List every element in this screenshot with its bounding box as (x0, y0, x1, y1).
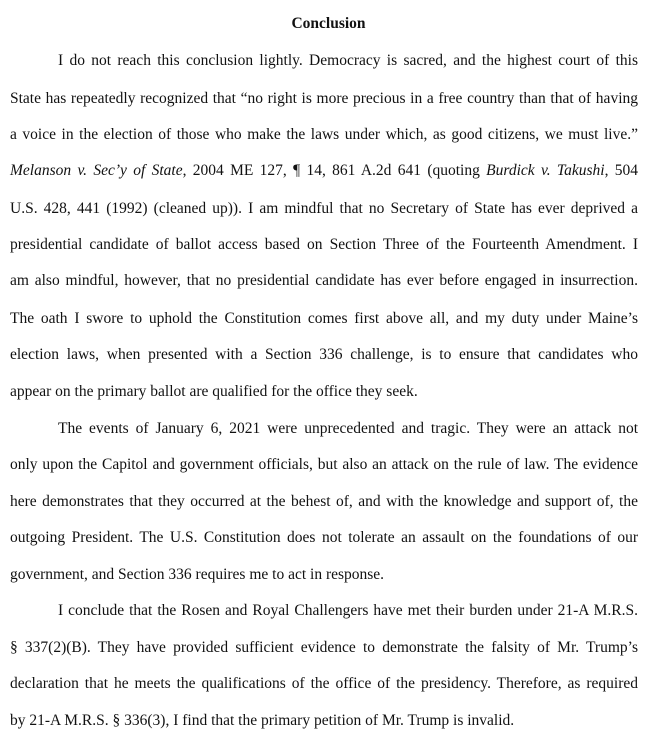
paragraph-1-line-5: U.S. 428, 441 (1992) (cleaned up)). I am mindful that no Secretary of State has ever deprived a (10, 200, 638, 217)
paragraph-1-line-9: election laws, when presented with a Section 336 challenge, is to ensure that candidates who (10, 346, 638, 363)
paragraph-2-line-1: The events of January 6, 2021 were unprecedented and tragic. They were an attack not (58, 420, 638, 437)
paragraph-1-line-8: The oath I swore to uphold the Constitution comes first above all, and my duty under Maine’s (10, 310, 638, 327)
paragraph-3-line-2: § 337(2)(B). They have provided sufficient evidence to demonstrate the falsity of Mr. Trump’s (10, 639, 638, 656)
paragraph-1-line-10: appear on the primary ballot are qualified for the office they seek. (10, 383, 418, 400)
paragraph-2-line-2: only upon the Capitol and government officials, but also an attack on the rule of law. The evidence (10, 456, 638, 473)
paragraph-2-line-5: government, and Section 336 requires me to act in response. (10, 566, 385, 583)
paragraph-1-line-6: presidential candidate of ballot access based on Section Three of the Fourteenth Amendment. I (10, 236, 638, 253)
paragraph-1-line-7: am also mindful, however, that no presidential candidate has ever before engaged in insurrection. (10, 272, 638, 289)
section-heading: Conclusion (291, 15, 366, 32)
paragraph-3-line-1: I conclude that the Rosen and Royal Challengers have met their burden under 21-A M.R.S. (58, 602, 638, 619)
paragraph-3-line-3: declaration that he meets the qualifications of the office of the presidency. Therefore, as required (10, 675, 638, 692)
paragraph-1-line-3: a voice in the election of those who make the laws under which, as good citizens, we must live.” (10, 126, 638, 143)
case-citation: Burdick v. Takushi (486, 162, 605, 179)
paragraph-2-line-3: here demonstrates that they occurred at the behest of, and with the knowledge and support of, the (10, 493, 638, 510)
paragraph-3-line-4: by 21-A M.R.S. § 336(3), I find that the primary petition of Mr. Trump is invalid. (10, 712, 515, 729)
paragraph-1-line-4: Melanson v. Sec’y of State, 2004 ME 127, ¶ 14, 861 A.2d 641 (quoting Burdick v. Takushi, 504 (10, 162, 639, 179)
case-citation: Melanson v. Sec’y of State (10, 162, 183, 179)
paragraph-2-line-4: outgoing President. The U.S. Constitution does not tolerate an assault on the foundations of our (10, 529, 638, 546)
paragraph-1-line-1: I do not reach this conclusion lightly. Democracy is sacred, and the highest court of this (58, 52, 638, 69)
paragraph-1-line-2: State has repeatedly recognized that “no right is more precious in a free country than that of having (10, 90, 638, 107)
